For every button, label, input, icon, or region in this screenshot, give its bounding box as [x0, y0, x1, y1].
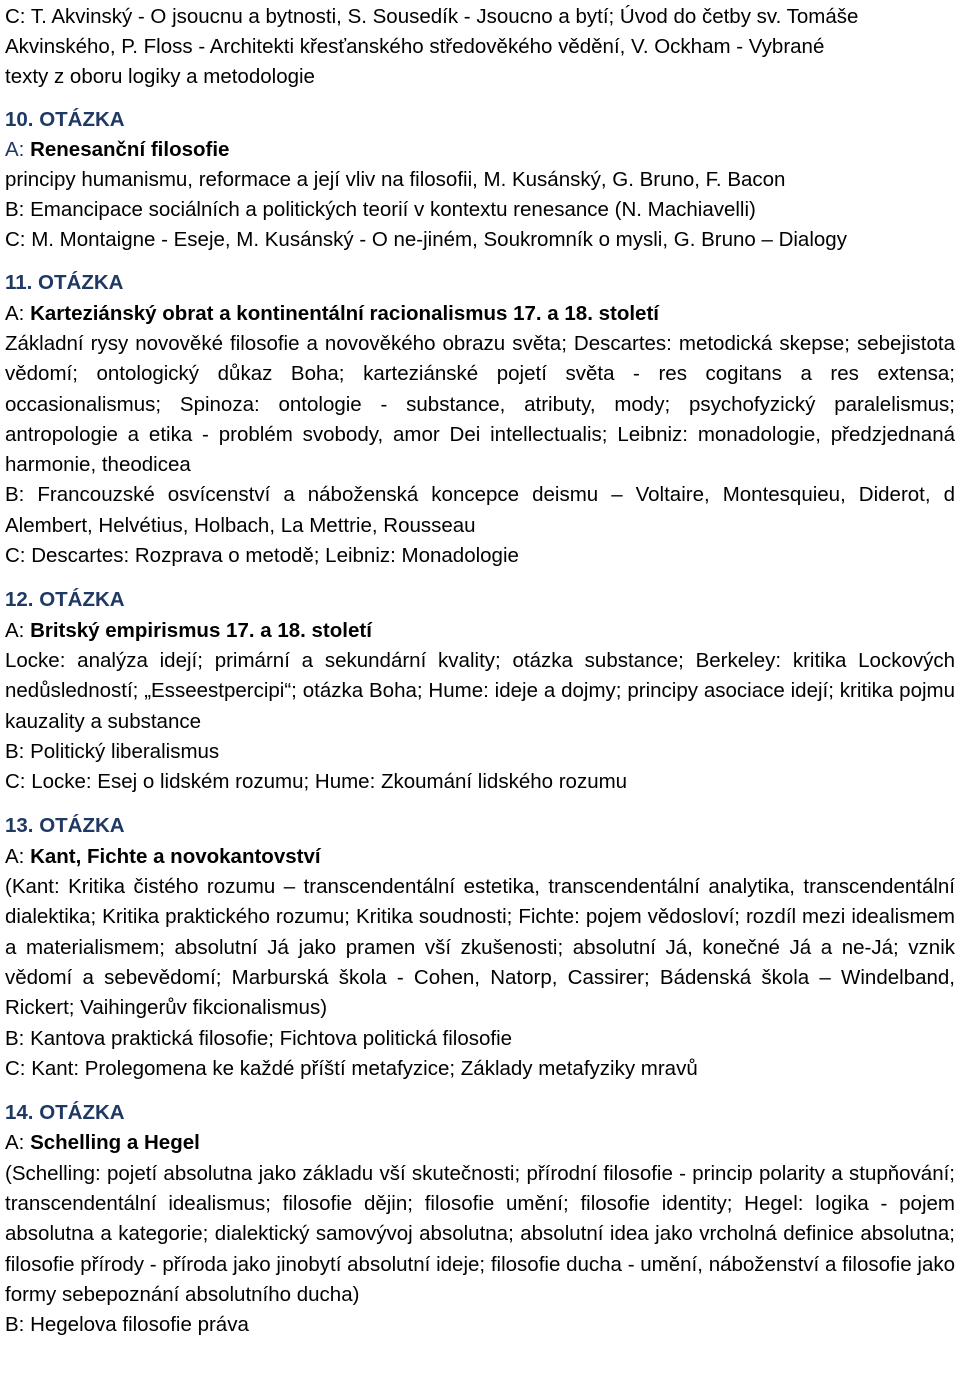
- question-heading: 13. OTÁZKA: [5, 814, 125, 838]
- topic-c: C: Descartes: Rozprava o metodě; Leibniz: Monadologie: [5, 544, 519, 568]
- topic-a-text: principy humanismu, reformace a její vliv na filosofii, M. Kusánský, G. Bruno, F. Bacon: [5, 167, 786, 191]
- topic-b: B: Emancipace sociálních a politických teorií v kontextu renesance (N. Machiavelli): [5, 197, 756, 221]
- topic-a: [5, 299, 955, 329]
- topic-a: [5, 1128, 955, 1158]
- question-14: [5, 1098, 955, 1340]
- topic-a: [5, 616, 955, 646]
- topic-a: [5, 842, 955, 872]
- intro-line: texty z oboru logiky a metodologie: [5, 64, 315, 88]
- topic-a-title: Kant, Fichte a novokantovství: [30, 844, 321, 868]
- topic-b: B: Kantova praktická filosofie; Fichtova politická filosofie: [5, 1026, 513, 1050]
- topic-a-prefix: A:: [5, 618, 31, 642]
- topic-a-prefix: A:: [5, 1131, 31, 1155]
- topic-b: B: Francouzské osvícenství a náboženská koncepce deismu – Voltaire, Montesquieu, Diderot, d Alembert, Helvétius, Holbach, La Mettrie, Rousseau: [5, 483, 955, 537]
- question-heading: 12. OTÁZKA: [5, 588, 125, 612]
- topic-a-title: Britský empirismus 17. a 18. století: [30, 618, 372, 642]
- intro-block: [5, 2, 955, 91]
- topic-a-title: Renesanční filosofie: [30, 138, 230, 162]
- topic-c: C: Kant: Prolegomena ke každé příští metafyzice; Základy metafyziky mravů: [5, 1056, 698, 1080]
- topic-a-prefix: A:: [5, 138, 31, 162]
- topic-b: B: Politický liberalismus: [5, 739, 220, 763]
- topic-c: C: Locke: Esej o lidském rozumu; Hume: Zkoumání lidského rozumu: [5, 770, 628, 794]
- question-heading: 10. OTÁZKA: [5, 108, 125, 132]
- question-heading: 14. OTÁZKA: [5, 1101, 125, 1125]
- topic-a-prefix: A:: [5, 844, 31, 868]
- intro-line: C: T. Akvinský - O jsoucnu a bytnosti, S. Sousedík - Jsoucno a bytí; Úvod do četby sv. Tomáše: [5, 5, 859, 28]
- topic-c: C: M. Montaigne - Eseje, M. Kusánský - O ne-jiném, Soukromník o mysli, G. Bruno – Dialogy: [5, 227, 847, 251]
- question-heading: 11. OTÁZKA: [5, 271, 124, 295]
- question-12: [5, 585, 955, 797]
- topic-b: B: Hegelova filosofie práva: [5, 1313, 249, 1337]
- question-13: [5, 811, 955, 1084]
- topic-a-text: Základní rysy novověké filosofie a novověkého obrazu světa; Descartes: metodická skepse; sebejistota vědomí; ontologický důkaz Boha; karteziánské pojetí světa - res cogitans a res extensa; occasionalismus; Spinoza: ontologie - substance, atributy, mody; psychofyzický paralelismus; antropologie a etika - problém svobody, amor Dei intellectualis; Leibniz: monadologie, předzjednaná harmonie, theodicea: [5, 331, 955, 477]
- question-11: [5, 268, 955, 571]
- question-10: [5, 105, 955, 254]
- topic-a-text: (Schelling: pojetí absolutna jako základu vší skutečnosti; přírodní filosofie - princip polarity a stupňování; transcendentální idealismus; filosofie dějin; filosofie umění; filosofie identity; Hegel: logika - pojem absolutna a kategorie; dialektický samovývoj absolutna; absolutní idea jako vrcholná definice absolutna; filosofie přírody - příroda jako jinobytí absolutní ideje; filosofie ducha - umění, náboženství a filosofie jako formy sebepoznání absolutního ducha): [5, 1161, 955, 1306]
- topic-a: [5, 135, 955, 165]
- topic-a-title: Karteziánský obrat a kontinentální racionalismus 17. a 18. století: [30, 301, 659, 325]
- topic-a-text: Locke: analýza idejí; primární a sekundární kvality; otázka substance; Berkeley: kritika Lockových nedůsledností; „Esseestpercipi“; otázka Boha; Hume: ideje a dojmy; principy asociace idejí; kritika pojmu kauzality a substance: [5, 648, 955, 733]
- intro-line: Akvinského, P. Floss - Architekti křesťanského středověkého vědění, V. Ockham - Vybrané: [5, 34, 825, 58]
- topic-a-text: (Kant: Kritika čistého rozumu – transcendentální estetika, transcendentální analytika, transcendentální dialektika; Kritika praktického rozumu; Kritika soudnosti; Fichte: pojem vědosloví; rozdíl mezi idealismem a materialismem; absolutní Já jako pramen vší zkušenosti; absolutní Já, konečné Já a ne-Já; vznik vědomí a sebevědomí; Marburská škola - Cohen, Natorp, Cassirer; Bádenská škola – Windelband, Rickert; Vaihingerův fikcionalismus): [5, 875, 955, 1020]
- topic-a-prefix: A:: [5, 301, 31, 325]
- topic-a-title: Schelling a Hegel: [30, 1131, 200, 1155]
